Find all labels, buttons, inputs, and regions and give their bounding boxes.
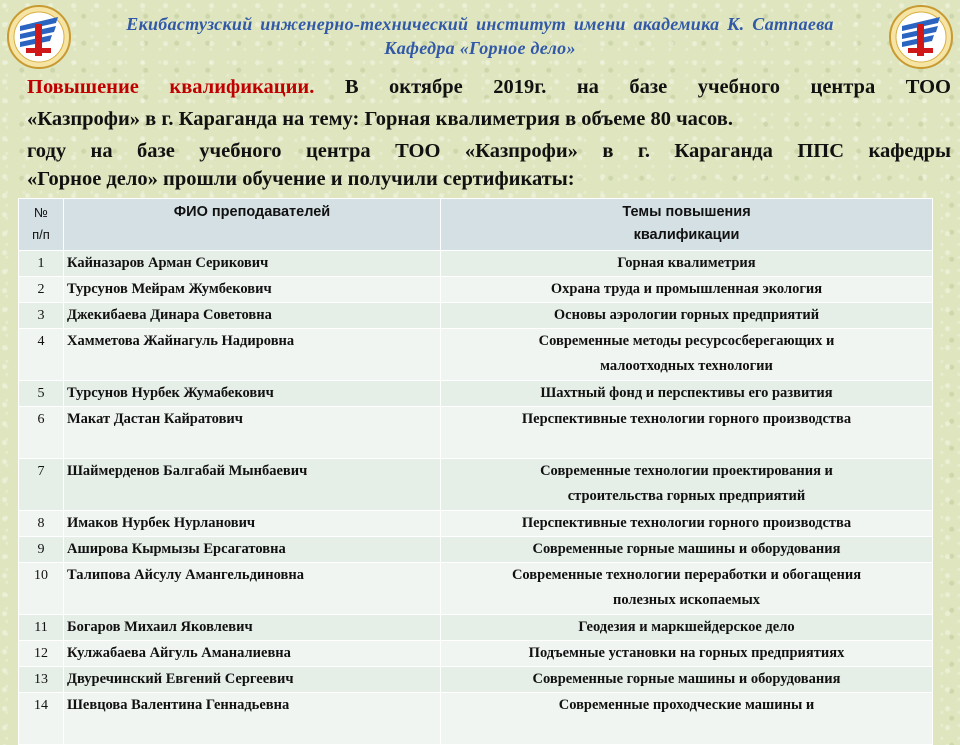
row-topic-line: Современные горные машины и оборудования bbox=[532, 671, 841, 687]
row-teacher-name: Талипова Айсулу Амангельдиновна bbox=[64, 563, 441, 615]
row-number: 13 bbox=[19, 667, 64, 693]
row-topic-line: Основы аэрологии горных предприятий bbox=[553, 307, 820, 323]
row-topic bbox=[441, 641, 933, 667]
header-num bbox=[19, 199, 64, 251]
row-number: 11 bbox=[19, 615, 64, 641]
row-teacher-name: Шаймерденов Балгабай Мынбаевич bbox=[64, 459, 441, 511]
row-number: 10 bbox=[19, 563, 64, 615]
intro-highlight: Повышение квалификации. bbox=[27, 76, 315, 98]
header-num-line1: № bbox=[34, 205, 48, 220]
row-number: 4 bbox=[19, 329, 64, 381]
row-topic bbox=[441, 407, 933, 459]
row-topic bbox=[441, 693, 933, 745]
department-title: Кафедра «Горное дело» bbox=[384, 38, 576, 58]
row-teacher-name: Турсунов Мейрам Жумбекович bbox=[64, 277, 441, 303]
row-teacher-name: Турсунов Нурбек Жумабекович bbox=[64, 381, 441, 407]
table-row bbox=[19, 563, 933, 615]
row-topic bbox=[441, 667, 933, 693]
row-teacher-name: Шевцова Валентина Геннадьевна bbox=[64, 693, 441, 745]
table-row bbox=[19, 381, 933, 407]
row-topic-line: Геодезия и маркшейдерское дело bbox=[578, 619, 795, 635]
row-topic-line: Современные технологии проектирования и bbox=[540, 463, 833, 479]
row-topic bbox=[441, 459, 933, 511]
intro-line-1-text: В октябре 2019г. на базе учебного центра ТОО bbox=[314, 76, 951, 98]
row-topic-line: Перспективные технологии горного производства bbox=[521, 515, 852, 531]
row-topic bbox=[441, 329, 933, 381]
table-row bbox=[19, 511, 933, 537]
intro-line-1 bbox=[27, 72, 951, 102]
row-topic bbox=[441, 511, 933, 537]
header-name: ФИО преподавателей bbox=[64, 199, 441, 251]
row-number: 5 bbox=[19, 381, 64, 407]
row-topic bbox=[441, 303, 933, 329]
row-topic-line: Перспективные технологии горного производства bbox=[521, 411, 852, 427]
row-topic-line: строительства горных предприятий bbox=[567, 488, 806, 504]
row-topic-line: Шахтный фонд и перспективы его развития bbox=[540, 385, 833, 401]
header-num-line2: п/п bbox=[32, 227, 50, 242]
row-number: 3 bbox=[19, 303, 64, 329]
institute-logo-left-icon bbox=[6, 4, 72, 70]
table-row bbox=[19, 693, 933, 745]
row-topic-line: Подъемные установки на горных предприятиях bbox=[528, 645, 845, 661]
table-header-row bbox=[19, 199, 933, 251]
row-topic bbox=[441, 381, 933, 407]
row-teacher-name: Богаров Михаил Яковлевич bbox=[64, 615, 441, 641]
row-number: 12 bbox=[19, 641, 64, 667]
institute-logo-right-icon bbox=[888, 4, 954, 70]
row-topic-line: Современные технологии переработки и обогащения bbox=[511, 567, 862, 583]
institute-title: Екибастузский инженерно-технический институт имени академика К. Сатпаева bbox=[126, 14, 834, 34]
table-row bbox=[19, 303, 933, 329]
row-topic-line: Современные горные машины и оборудования bbox=[532, 541, 841, 557]
table-row bbox=[19, 251, 933, 277]
row-topic-line bbox=[441, 432, 932, 457]
training-table bbox=[18, 198, 933, 745]
row-teacher-name: Кайназаров Арман Серикович bbox=[64, 251, 441, 277]
row-teacher-name: Кулжабаева Айгуль Аманалиевна bbox=[64, 641, 441, 667]
row-number: 7 bbox=[19, 459, 64, 511]
table-row bbox=[19, 329, 933, 381]
header-topic-line1: Темы повышения bbox=[622, 204, 751, 220]
row-teacher-name: Хамметова Жайнагуль Надировна bbox=[64, 329, 441, 381]
row-topic bbox=[441, 563, 933, 615]
intro-line-3: году на базе учебного центра ТОО «Казпрофи» в г. Караганда ППС кафедры bbox=[27, 140, 951, 162]
row-topic bbox=[441, 277, 933, 303]
row-topic-line: Современные методы ресурсосберегающих и bbox=[538, 333, 835, 349]
row-topic-line: Современные проходческие машины и bbox=[558, 697, 815, 713]
row-topic-line: полезных ископаемых bbox=[612, 592, 761, 608]
row-topic-line: малоотходных технологии bbox=[600, 358, 773, 374]
table-row bbox=[19, 277, 933, 303]
table-row bbox=[19, 667, 933, 693]
table-row bbox=[19, 459, 933, 511]
row-topic bbox=[441, 251, 933, 277]
row-number: 14 bbox=[19, 693, 64, 745]
row-teacher-name: Двуречинский Евгений Сергеевич bbox=[64, 667, 441, 693]
intro-line-4: «Горное дело» прошли обучение и получили сертификаты: bbox=[27, 168, 575, 190]
row-number: 1 bbox=[19, 251, 64, 277]
row-number: 2 bbox=[19, 277, 64, 303]
table-row bbox=[19, 615, 933, 641]
row-teacher-name: Имаков Нурбек Нурланович bbox=[64, 511, 441, 537]
row-topic-line: Охрана труда и промышленная экология bbox=[550, 281, 823, 297]
table-row bbox=[19, 537, 933, 563]
header-topic-line2: квалификации bbox=[633, 227, 740, 243]
row-teacher-name: Макат Дастан Кайратович bbox=[64, 407, 441, 459]
row-number: 9 bbox=[19, 537, 64, 563]
row-teacher-name: Аширова Кырмызы Ерсагатовна bbox=[64, 537, 441, 563]
intro-line-2: «Казпрофи» в г. Караганда на тему: Горная квалиметрия в объеме 80 часов. bbox=[27, 108, 733, 130]
row-teacher-name: Джекибаева Динара Советовна bbox=[64, 303, 441, 329]
row-topic bbox=[441, 537, 933, 563]
row-number: 6 bbox=[19, 407, 64, 459]
header-topic bbox=[441, 199, 933, 251]
row-number: 8 bbox=[19, 511, 64, 537]
table-row bbox=[19, 641, 933, 667]
table-row bbox=[19, 407, 933, 459]
row-topic bbox=[441, 615, 933, 641]
row-topic-line: Горная квалиметрия bbox=[617, 255, 756, 271]
